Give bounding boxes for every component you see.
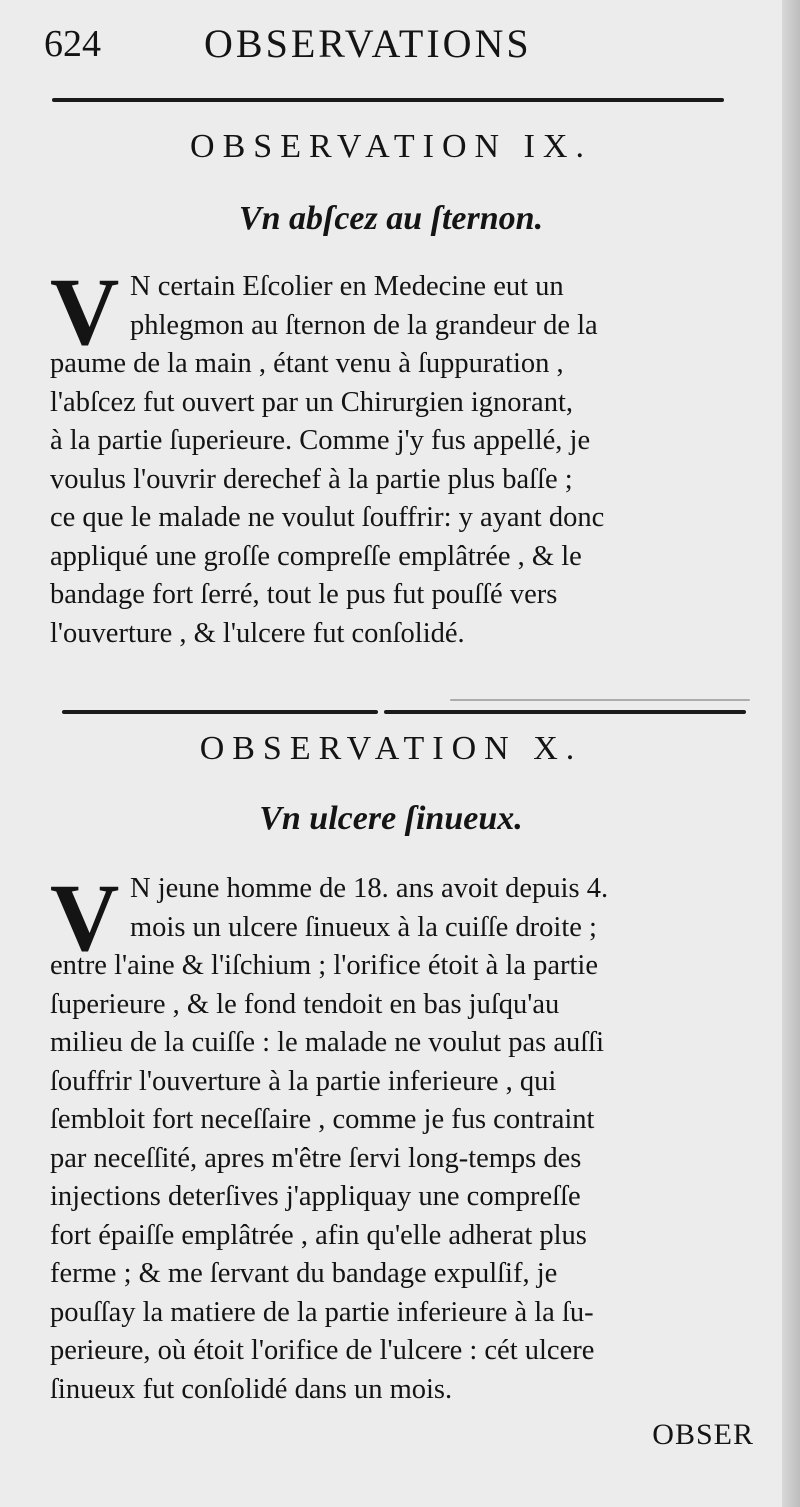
drop-cap: V — [50, 258, 120, 365]
catchword: OBSER — [652, 1418, 754, 1451]
section-rule-faint — [450, 699, 750, 701]
text-line: l'ouverture , & l'ulcere fut conſolidé. — [50, 617, 465, 649]
text-line: voulus l'ouvrir derechef à la partie plus baſſe ; — [50, 463, 573, 495]
observation-heading: OBSERVATION X. — [199, 730, 583, 767]
text-line: ſuperieure , & le fond tendoit en bas juſqu'au — [50, 988, 560, 1020]
observation-text — [50, 864, 755, 1409]
section-rule-left — [62, 710, 378, 714]
text-line: appliqué une groſſe compreſſe emplâtrée , & le — [50, 540, 582, 572]
drop-cap: V — [50, 864, 120, 971]
text-line: N jeune homme de 18. ans avoit depuis 4. — [130, 873, 609, 904]
text-line: bandage fort ſerré, tout le pus fut pouſſé vers — [50, 579, 558, 610]
text-line: perieure, où étoit l'orifice de l'ulcere : cét ulcere — [50, 1335, 595, 1366]
text-line: fort épaiſſe emplâtrée , afin qu'elle adherat plus — [50, 1219, 587, 1251]
page-number: 624 — [44, 23, 101, 65]
text-line: par neceſſité, apres m'être ſervi long-temps des — [50, 1142, 582, 1174]
text-line: pouſſay la matiere de la partie inferieure à la ſu- — [50, 1296, 594, 1328]
text-line: milieu de la cuiſſe : le malade ne voulut pas auſſi — [50, 1027, 604, 1058]
observation-subtitle: Vn ulcere ſinueux. — [259, 800, 523, 837]
page-edge — [782, 0, 800, 1507]
text-line: injections deterſives j'appliquay une compreſſe — [50, 1181, 581, 1212]
text-line: mois un ulcere ſinueux à la cuiſſe droite ; — [130, 911, 597, 943]
observation-subtitle: Vn abſcez au ſternon. — [238, 200, 544, 237]
text-line: N certain Eſcolier en Medecine eut un — [130, 271, 564, 302]
head-rule — [52, 98, 724, 102]
text-line: phlegmon au ſternon de la grandeur de la — [130, 309, 598, 341]
text-line: ſembloit fort neceſſaire , comme je fus contraint — [50, 1104, 595, 1135]
text-line: à la partie ſuperieure. Comme j'y fus appellé, je — [50, 425, 591, 456]
text-line: ſinueux fut conſolidé dans un mois. — [50, 1373, 453, 1405]
text-line: ce que le malade ne voulut ſouffrir: y ayant donc — [50, 502, 605, 533]
text-line: l'abſcez fut ouvert par un Chirurgien ignorant, — [50, 386, 573, 418]
section-rule-right — [384, 710, 746, 714]
observation-text — [50, 258, 755, 653]
text-line: paume de la main , étant venu à ſuppuration , — [50, 348, 564, 379]
observation-heading: OBSERVATION IX. — [190, 128, 592, 165]
running-title: OBSERVATIONS — [204, 21, 532, 66]
running-head — [44, 18, 724, 74]
text-line: ſouffrir l'ouverture à la partie inferieure , qui — [50, 1065, 557, 1097]
text-line: ferme ; & me ſervant du bandage expulſif, je — [50, 1258, 558, 1289]
text-line: entre l'aine & l'iſchium ; l'orifice étoit à la partie — [50, 950, 598, 981]
